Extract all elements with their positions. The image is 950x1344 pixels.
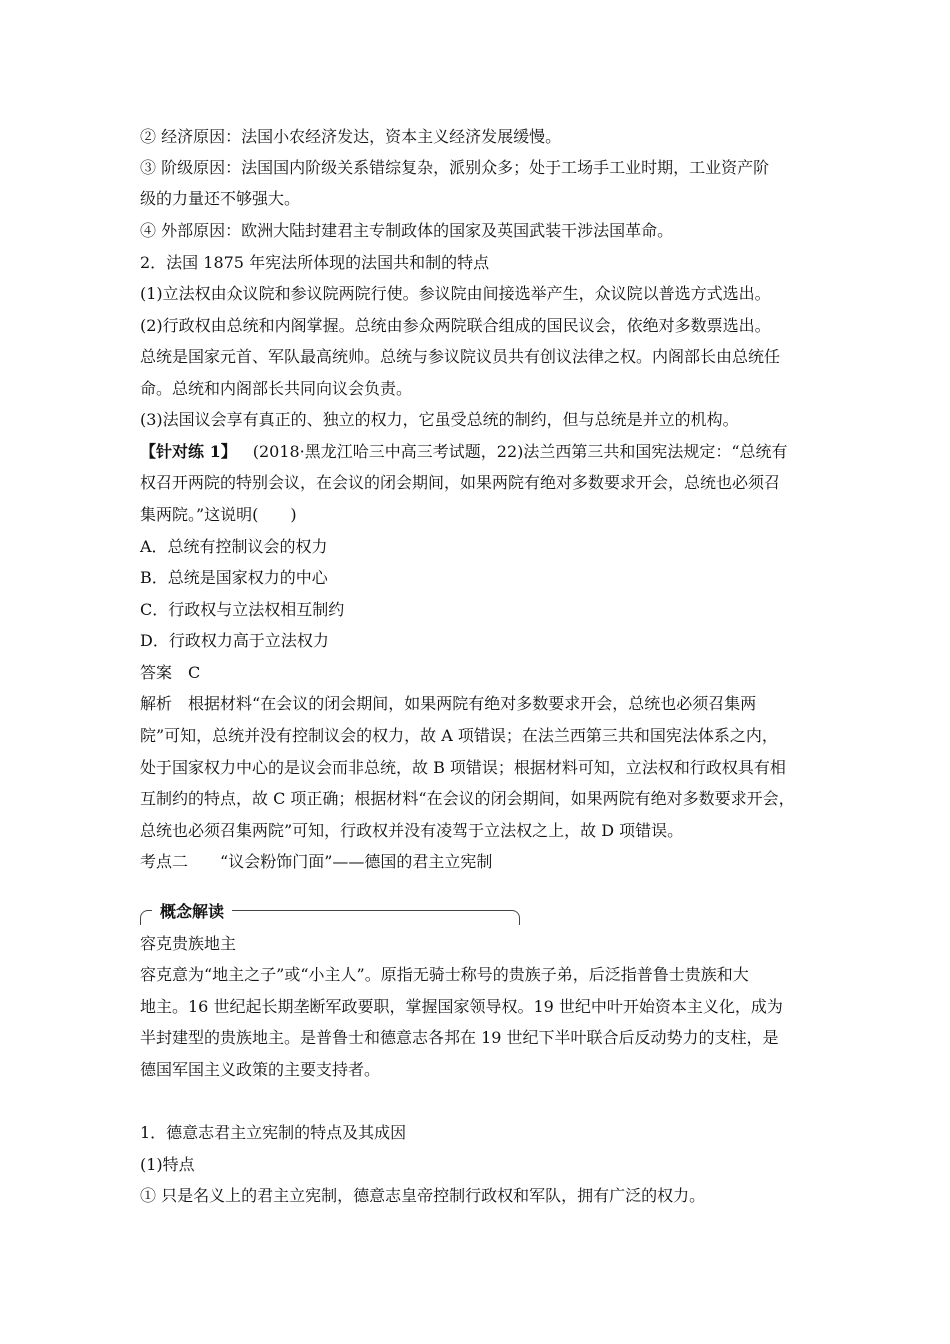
exercise-text: (2018·黑龙江哈三中高三考试题，22)法兰西第三共和国宪法规定：“总统有: [252, 442, 788, 461]
text-line: ① 只是名义上的君主立宪制，德意志皇帝控制行政权和军队，拥有广泛的权力。: [140, 1186, 706, 1205]
numbered-heading: 2．法国 1875 年宪法所体现的法国共和制的特点: [140, 253, 490, 272]
text-line: ③ 阶级原因：法国国内阶级关系错综复杂，派别众多；处于工场手工业时期，工业资产阶: [140, 158, 770, 177]
answer-label: 答案: [140, 663, 173, 682]
text-line: 半封建型的贵族地主。是普鲁士和德意志各邦在 19 世纪下半叶联合后反动势力的支柱，是: [140, 1028, 779, 1047]
concept-term: 容克贵族地主: [140, 934, 237, 953]
text-line: (1)立法权由众议院和参议院两院行使。参议院由间接选举产生，众议院以普选方式选出。: [140, 284, 771, 303]
numbered-heading: 1．德意志君主立宪制的特点及其成因: [140, 1123, 407, 1142]
text-line: 集两院。”这说明( ): [140, 505, 297, 524]
concept-box-label: 概念解读: [152, 902, 232, 922]
text-line: 德国军国主义政策的主要支持者。: [140, 1060, 381, 1079]
text-line: 总统也必须召集两院”可知，行政权并没有凌驾于立法权之上，故 D 项错误。: [140, 821, 684, 840]
text-line: 命。总统和内阁部长共同向议会负责。: [140, 379, 413, 398]
section-title: “议会粉饰门面”——德国的君主立宪制: [220, 852, 493, 871]
analysis-text: 根据材料“在会议的闭会期间，如果两院有绝对多数要求开会，总统也必须召集两: [188, 694, 757, 713]
text-line: 处于国家权力中心的是议会而非总统，故 B 项错误；根据材料可知，立法权和行政权具有相: [140, 758, 786, 777]
analysis-label: 解析: [140, 694, 173, 713]
option-b: B．总统是国家权力的中心: [140, 568, 328, 587]
text-line: (3)法国议会享有真正的、独立的权力，它虽受总统的制约，但与总统是并立的机构。: [140, 410, 739, 429]
text-line: 容克意为“地主之子”或“小主人”。原指无骑士称号的贵族子弟，后泛指普鲁士贵族和大: [140, 965, 749, 984]
option-c: C．行政权与立法权相互制约: [140, 600, 345, 619]
text-line: ④ 外部原因：欧洲大陆封建君主专制政体的国家及英国武装干涉法国革命。: [140, 221, 674, 240]
text-line: 院”可知，总统并没有控制议会的权力，故 A 项错误；在法兰西第三共和国宪法体系之内，: [140, 726, 778, 745]
text-line: ② 经济原因：法国小农经济发达，资本主义经济发展缓慢。: [140, 127, 562, 146]
section-heading: [140, 851, 820, 873]
text-line: 地主。16 世纪起长期垄断军政要职，掌握国家领导权。19 世纪中叶开始资本主义化，成为: [140, 997, 783, 1016]
section-label: 考点二: [140, 852, 189, 871]
answer-value: C: [188, 663, 201, 682]
answer-line: [140, 662, 820, 684]
text-line: 权召开两院的特别会议，在会议的闭会期间，如果两院有绝对多数要求开会，总统也必须召: [140, 473, 781, 492]
text-line: 级的力量还不够强大。: [140, 189, 301, 208]
analysis-line: [140, 693, 820, 715]
sub-heading: (1)特点: [140, 1155, 195, 1174]
concept-box-header: [140, 902, 520, 924]
exercise-question: [140, 441, 820, 463]
option-d: D．行政权力高于立法权力: [140, 631, 329, 650]
option-a: A．总统有控制议会的权力: [140, 537, 328, 556]
text-line: 总统是国家元首、军队最高统帅。总统与参议院议员共有创议法律之权。内阁部长由总统任: [140, 347, 781, 366]
text-line: (2)行政权由总统和内阁掌握。总统由参众两院联合组成的国民议会，依绝对多数票选出。: [140, 316, 771, 335]
exercise-tag: 【针对练 1】: [140, 442, 237, 461]
text-line: 互制约的特点，故 C 项正确；根据材料“在会议的闭会期间，如果两院有绝对多数要求开会，: [140, 789, 795, 808]
